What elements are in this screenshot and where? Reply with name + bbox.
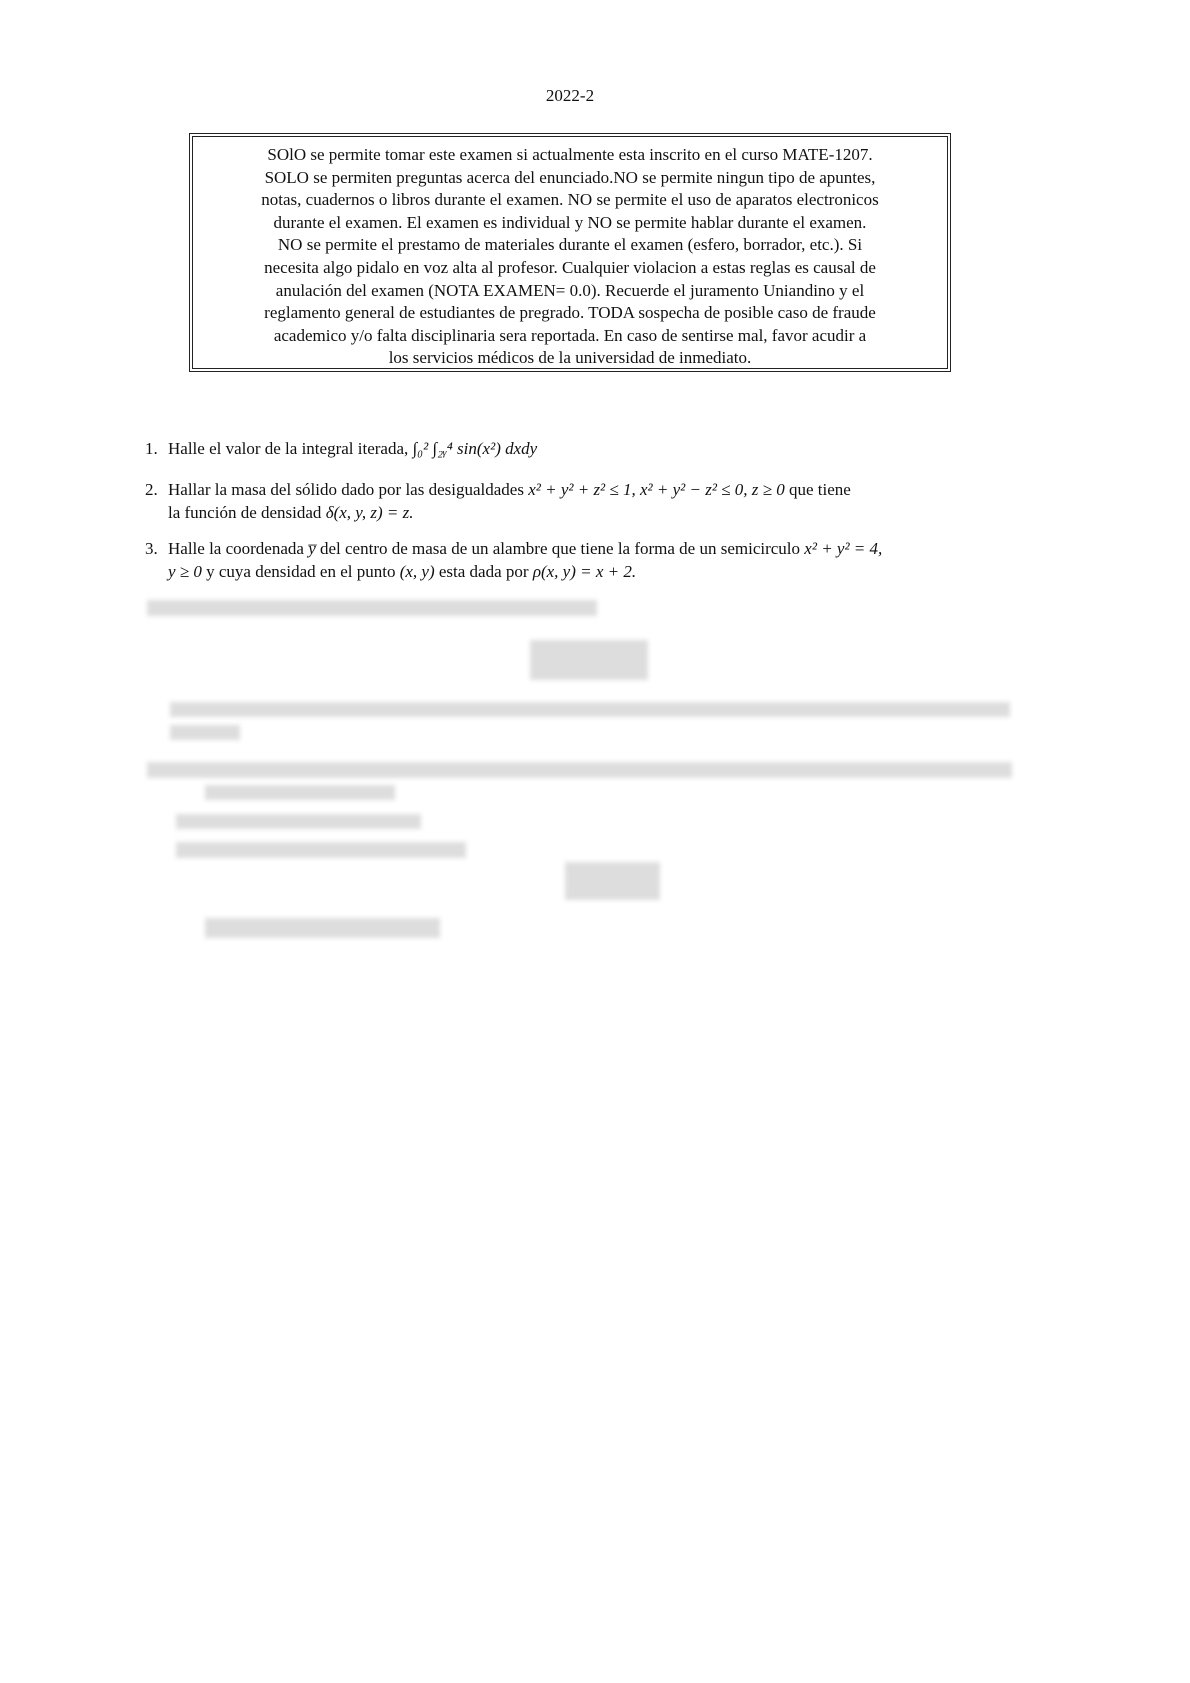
blurred-line: [147, 600, 597, 616]
blurred-line: [176, 814, 421, 829]
problem-text: que tiene: [784, 480, 851, 499]
rules-line: anulación del examen (NOTA EXAMEN= 0.0). Recuerde el juramento Uniandino y el: [275, 280, 865, 300]
rules-line: SOLO se permiten preguntas acerca del enunciado.NO se permite ningun tipo de apuntes,: [264, 167, 876, 187]
problem-number: 2.: [145, 480, 158, 499]
problem-text: esta dada por: [434, 562, 533, 581]
rules-line: academico y/o falta disciplinaria sera reportada. En caso de sentirse mal, favor acudir a: [273, 325, 867, 345]
rules-line: durante el examen. El examen es individual y NO se permite hablar durante el examen.: [273, 212, 867, 232]
rules-line: SOlO se permite tomar este examen si actualmente esta inscrito en el curso MATE-1207.: [267, 145, 873, 164]
problem-text: Halle la coordenada: [168, 539, 309, 558]
problem-number: 3.: [145, 539, 158, 558]
problem-text: la función de densidad: [168, 503, 326, 522]
problem-math: ∫₀² ∫₂ᵧ⁴ sin(x²) dxdy: [412, 439, 538, 458]
blurred-line: [205, 785, 395, 800]
rules-box: [189, 133, 951, 372]
blurred-line: [176, 842, 466, 858]
problem-math: y ≥ 0: [168, 562, 202, 581]
rules-text: [192, 136, 948, 369]
problem-math: δ(x, y, z) = z.: [325, 503, 414, 522]
blurred-line: [170, 702, 1010, 717]
problem-number: 1.: [145, 439, 158, 458]
problem-math: (x, y): [399, 562, 435, 581]
rules-line: reglamento general de estudiantes de pregrado. TODA sospecha de posible caso de fraude: [264, 303, 876, 323]
rules-line: NO se permite el prestamo de materiales durante el examen (esfero, borrador, etc.). Si: [277, 235, 863, 255]
problem-math: x² + y² = 4,: [804, 539, 883, 558]
problem-math: y̅: [308, 539, 316, 558]
blurred-integral: [565, 862, 660, 900]
blurred-line: [170, 725, 240, 740]
blurred-line: [205, 918, 440, 938]
problem-math: ρ(x, y) = x + 2.: [532, 562, 637, 581]
problem-3: [145, 537, 1025, 583]
problem-1: [145, 437, 1025, 460]
blurred-line: [147, 762, 1012, 778]
problem-text: Halle el valor de la integral iterada,: [168, 439, 413, 458]
term-header: 2022-2: [545, 86, 595, 105]
problem-text: y cuya densidad en el punto: [201, 562, 400, 581]
problem-text: Hallar la masa del sólido dado por las desigualdades: [168, 480, 529, 499]
problem-text: del centro de masa de un alambre que tiene la forma de un semicirculo: [315, 539, 805, 558]
rules-line: los servicios médicos de la universidad de inmediato.: [388, 348, 752, 368]
problem-2: [145, 478, 1025, 524]
rules-line: notas, cuadernos o libros durante el examen. NO se permite el uso de aparatos electronicos: [261, 190, 879, 210]
blurred-integral: [530, 640, 648, 680]
problem-math: x² + y² + z² ≤ 1, x² + y² − z² ≤ 0, z ≥ 0: [528, 480, 785, 499]
rules-line: necesita algo pidalo en voz alta al profesor. Cualquier violacion a estas reglas es causal de: [264, 257, 876, 277]
